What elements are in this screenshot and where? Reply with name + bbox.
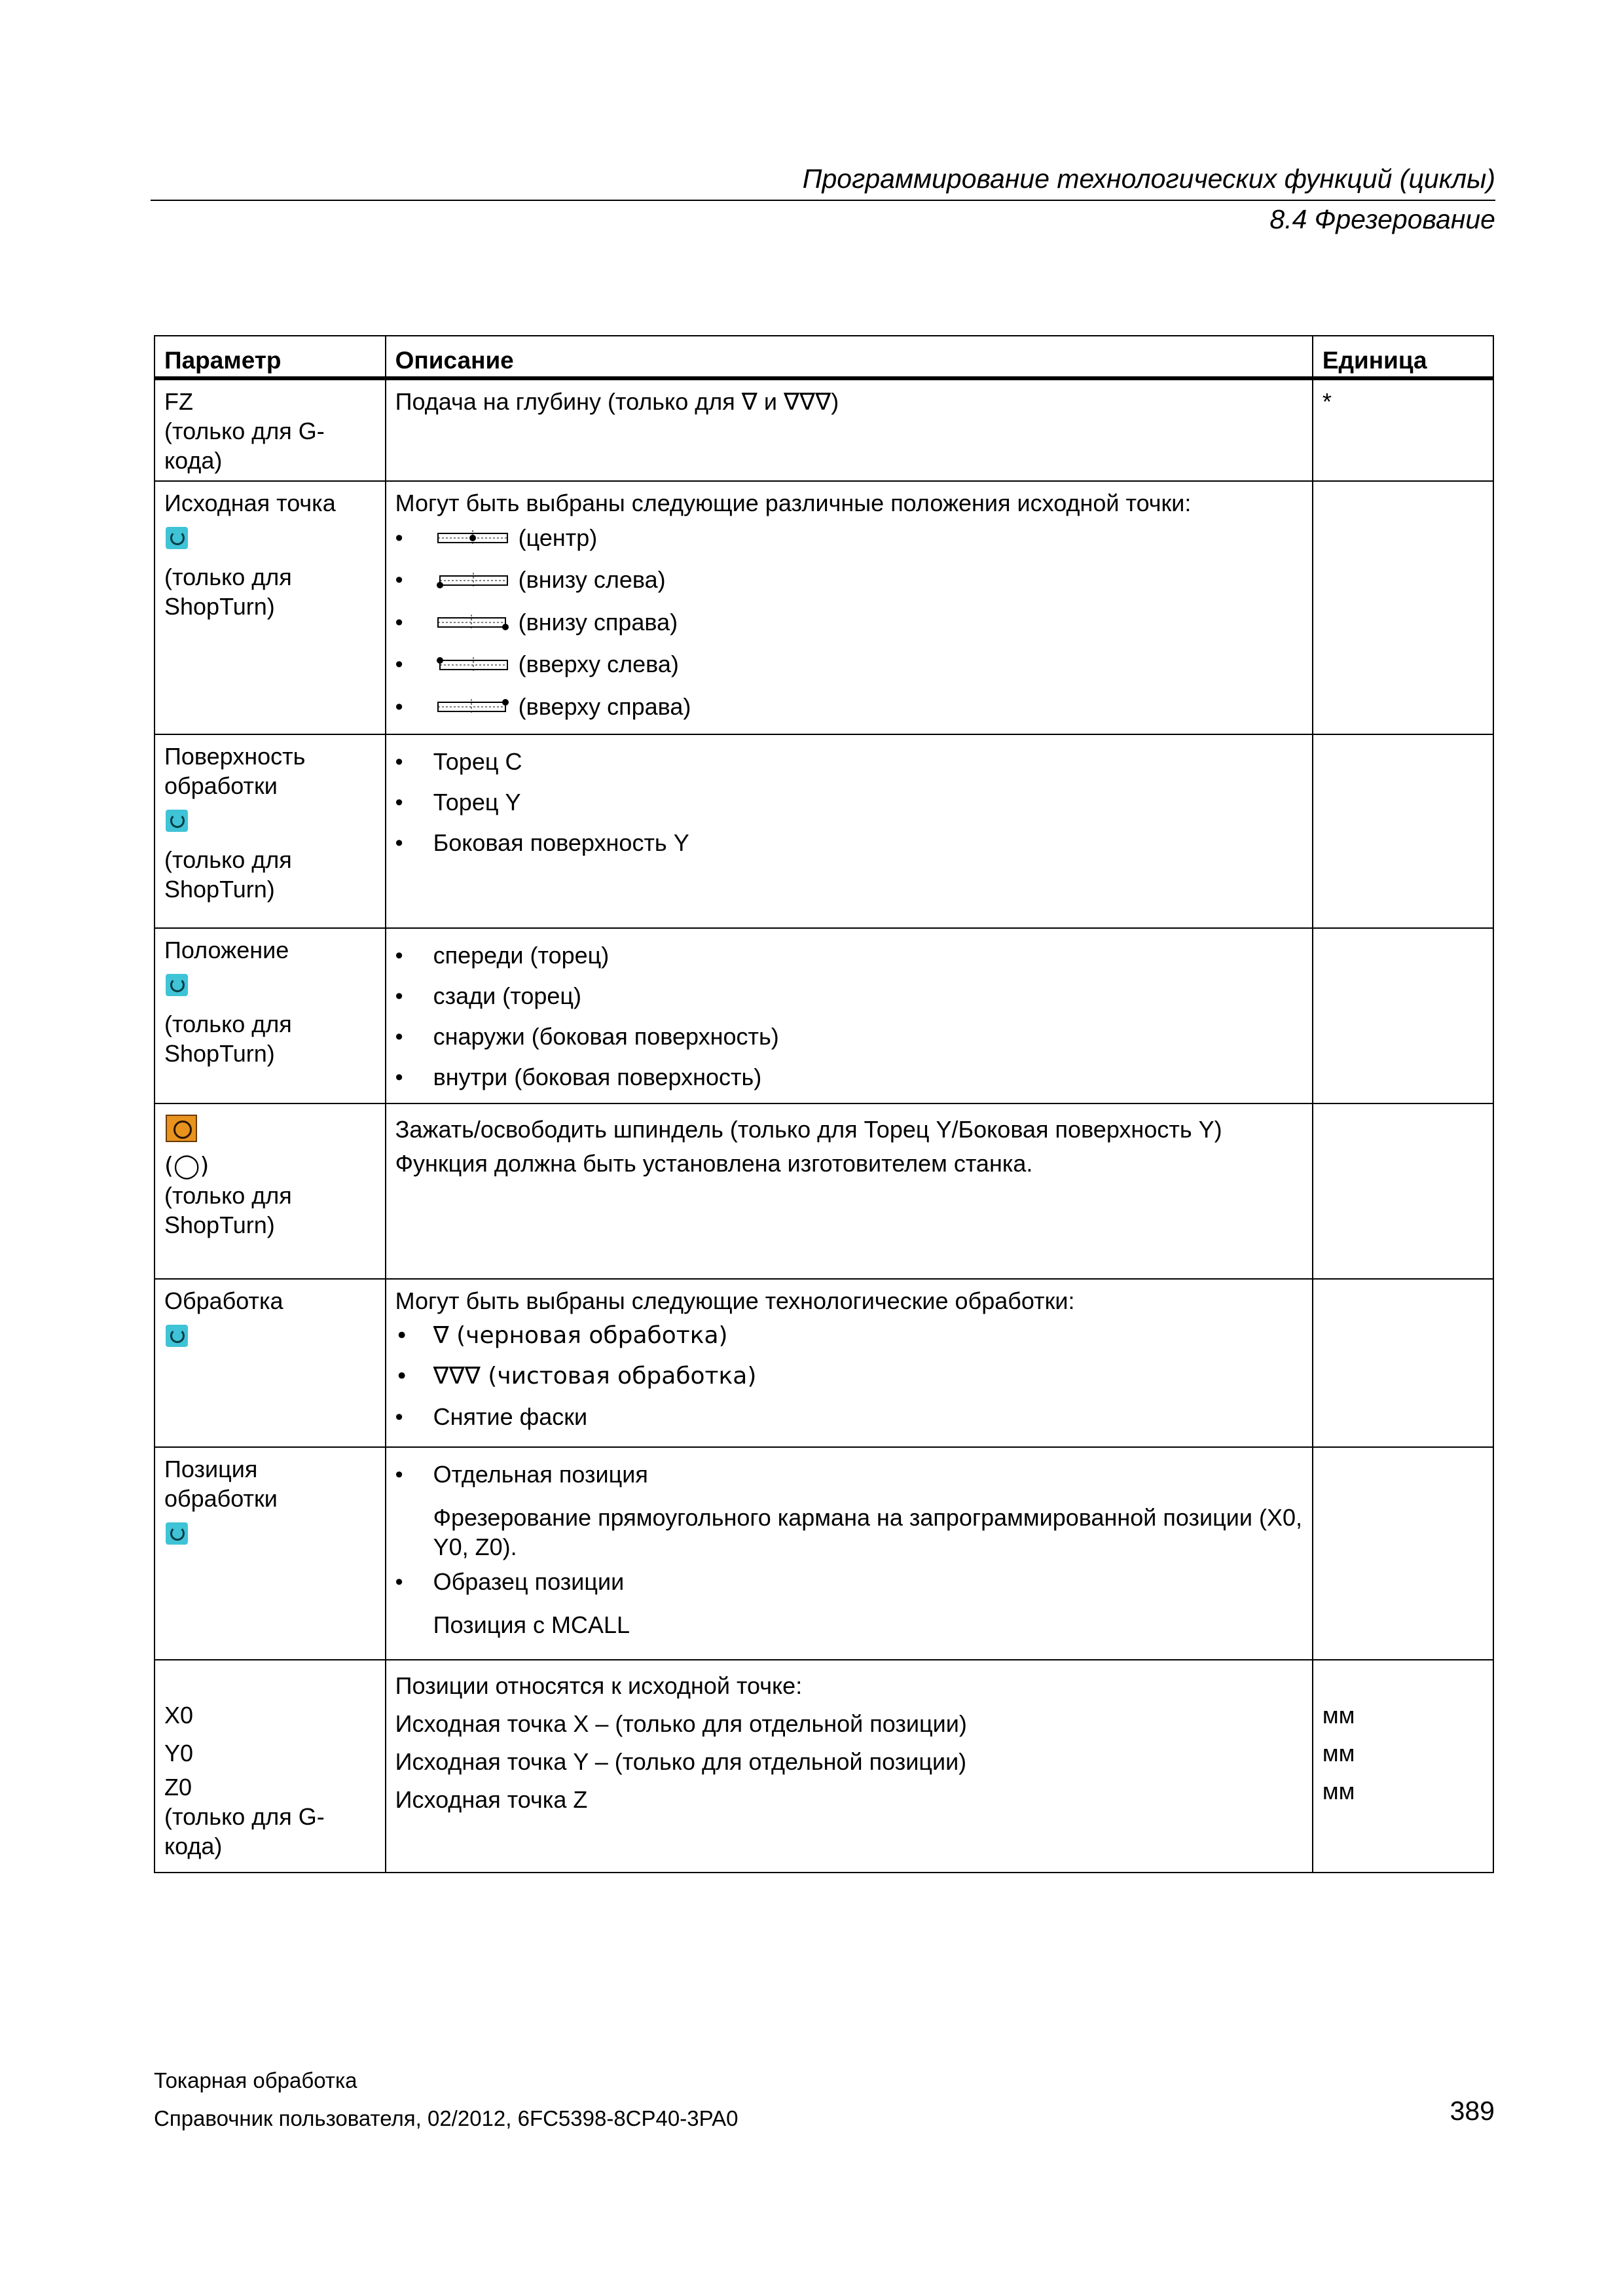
description-cell — [386, 1447, 1313, 1660]
table-row — [155, 378, 1493, 481]
description-cell — [386, 1103, 1313, 1279]
description-cell — [386, 481, 1313, 734]
param-name: Обработка — [164, 1287, 283, 1315]
header-unit: Единица — [1313, 336, 1493, 378]
param-cell — [155, 928, 386, 1103]
description-text: Исходная точка X – (только для отдельной позиции) — [395, 1710, 967, 1738]
list-item: • спереди (торец) — [395, 935, 1303, 976]
list-item: • сзади (торец) — [395, 976, 1303, 1016]
param-name: Z0 — [164, 1774, 192, 1801]
unit-value: мм — [1322, 1702, 1355, 1729]
description-cell — [386, 734, 1313, 928]
list-item — [395, 602, 1303, 644]
param-name: FZ — [164, 388, 193, 415]
param-note: (только для G-кода) — [164, 1803, 325, 1860]
list-item: • внутри (боковая поверхность) — [395, 1057, 1303, 1098]
reference-point-bottom-right-icon — [436, 603, 509, 644]
list-item — [395, 560, 1303, 601]
table-header-row — [155, 336, 1493, 378]
list-item — [395, 687, 1303, 728]
param-note: (только для ShopTurn) — [164, 564, 292, 620]
description-text: Могут быть выбраны следующие технологические обработки: — [395, 1287, 1075, 1315]
option-label: • Отдельная позиция — [433, 1461, 648, 1488]
option-label: (внизу справа) — [518, 608, 678, 636]
footer-manual-info: Справочник пользователя, 02/2012, 6FC5398-8CP40-3PA0 — [154, 2106, 739, 2130]
header-param: Параметр — [155, 336, 386, 378]
param-name: Y0 — [164, 1740, 194, 1767]
shopturn-icon — [166, 810, 188, 832]
param-name: X0 — [164, 1702, 194, 1729]
param-cell — [155, 378, 386, 481]
table-row — [155, 481, 1493, 734]
param-cell — [155, 1447, 386, 1660]
page-number: 389 — [1450, 2096, 1495, 2126]
list-item: • снаружи (боковая поверхность) — [395, 1016, 1303, 1057]
table-row — [155, 734, 1493, 928]
param-cell — [155, 481, 386, 734]
spindle-clamp-icon — [166, 1115, 197, 1142]
param-note: (только для ShopTurn) — [164, 1182, 292, 1239]
list-item — [395, 518, 1303, 560]
shopturn-icon — [166, 527, 188, 549]
param-cell — [155, 1660, 386, 1873]
header-section: 8.4 Фрезерование — [1269, 204, 1495, 234]
unit-cell — [1313, 928, 1493, 1103]
description-text: Позиции относятся к исходной точке: — [395, 1672, 803, 1700]
table-row — [155, 1447, 1493, 1660]
list-item: • ∇ (черновая обработка) — [395, 1316, 1303, 1356]
footer-book-title: Токарная обработка — [154, 2068, 357, 2092]
description-cell — [386, 928, 1313, 1103]
option-note: Фрезерование прямоугольного кармана на запрограммированной позиции (X0, Y0, Z0). — [433, 1504, 1303, 1561]
unit-cell — [1313, 1279, 1493, 1447]
list-item — [395, 1454, 1303, 1562]
option-list — [395, 742, 1303, 863]
unit-cell: * — [1313, 378, 1493, 481]
option-list — [395, 1454, 1303, 1640]
description-text: Исходная точка Y – (только для отдельной позиции) — [395, 1748, 967, 1776]
option-label: (вверху слева) — [518, 651, 679, 678]
unit-value: мм — [1322, 1740, 1355, 1767]
reference-point-top-left-icon — [436, 646, 509, 687]
reference-point-bottom-left-icon — [436, 562, 509, 602]
unit-cell — [1313, 1447, 1493, 1660]
param-cell — [155, 734, 386, 928]
table-row — [155, 1279, 1493, 1447]
list-item: • Торец Y — [395, 782, 1303, 823]
param-name: Исходная точка — [164, 490, 336, 516]
description-text: Зажать/освободить шпиндель (только для Торец Y/Боковая поверхность Y) — [395, 1116, 1222, 1143]
shopturn-icon — [166, 1325, 188, 1347]
unit-cell — [1313, 1660, 1493, 1873]
param-cell — [155, 1279, 386, 1447]
param-note: (только для ShopTurn) — [164, 1011, 292, 1067]
option-label: • Образец позиции — [433, 1568, 625, 1596]
list-item: • Снятие фаски — [395, 1397, 1303, 1437]
description-text: Функция должна быть установлена изготовителем станка. — [395, 1150, 1033, 1177]
list-item — [395, 644, 1303, 686]
param-note: (только для G-кода) — [164, 418, 325, 474]
reference-point-top-right-icon — [436, 688, 509, 728]
table-row — [155, 1660, 1493, 1873]
table-row — [155, 1103, 1493, 1279]
shopturn-icon — [166, 974, 188, 996]
header-description: Описание — [386, 336, 1313, 378]
list-item: • Торец C — [395, 742, 1303, 782]
description-text: Могут быть выбраны следующие различные положения исходной точки: — [395, 490, 1192, 516]
header-rule — [151, 200, 1495, 201]
option-note: Позиция с MCALL — [433, 1611, 630, 1639]
description-text: Подача на глубину (только для ∇ и ∇∇∇) — [395, 388, 839, 415]
option-label: (вверху справа) — [518, 692, 691, 720]
table-row — [155, 928, 1493, 1103]
shopturn-icon — [166, 1522, 188, 1545]
option-list — [395, 518, 1303, 728]
unit-value: мм — [1322, 1778, 1355, 1805]
param-note: (только для ShopTurn) — [164, 846, 292, 903]
list-item: • Боковая поверхность Y — [395, 823, 1303, 863]
parameter-table — [154, 335, 1494, 1873]
list-item: • ∇∇∇ (чистовая обработка) — [395, 1356, 1303, 1397]
param-name: Позиция обработки — [164, 1456, 278, 1513]
param-name: Положение — [164, 937, 289, 964]
unit-cell — [1313, 481, 1493, 734]
unit-cell — [1313, 734, 1493, 928]
option-list — [395, 935, 1303, 1098]
param-cell — [155, 1103, 386, 1279]
description-cell — [386, 1660, 1313, 1873]
description-cell — [386, 1279, 1313, 1447]
list-item — [395, 1562, 1303, 1640]
param-name: Поверхность обработки — [164, 743, 306, 800]
option-label: (центр) — [518, 524, 598, 551]
header-title: Программирование технологических функций (циклы) — [802, 164, 1495, 194]
description-text: Исходная точка Z — [395, 1786, 588, 1814]
spindle-symbol: (◯) — [164, 1153, 210, 1180]
unit-cell — [1313, 1103, 1493, 1279]
description-cell — [386, 378, 1313, 481]
option-list — [395, 1316, 1303, 1437]
option-label: (внизу слева) — [518, 566, 666, 594]
reference-point-center-icon — [436, 519, 509, 560]
